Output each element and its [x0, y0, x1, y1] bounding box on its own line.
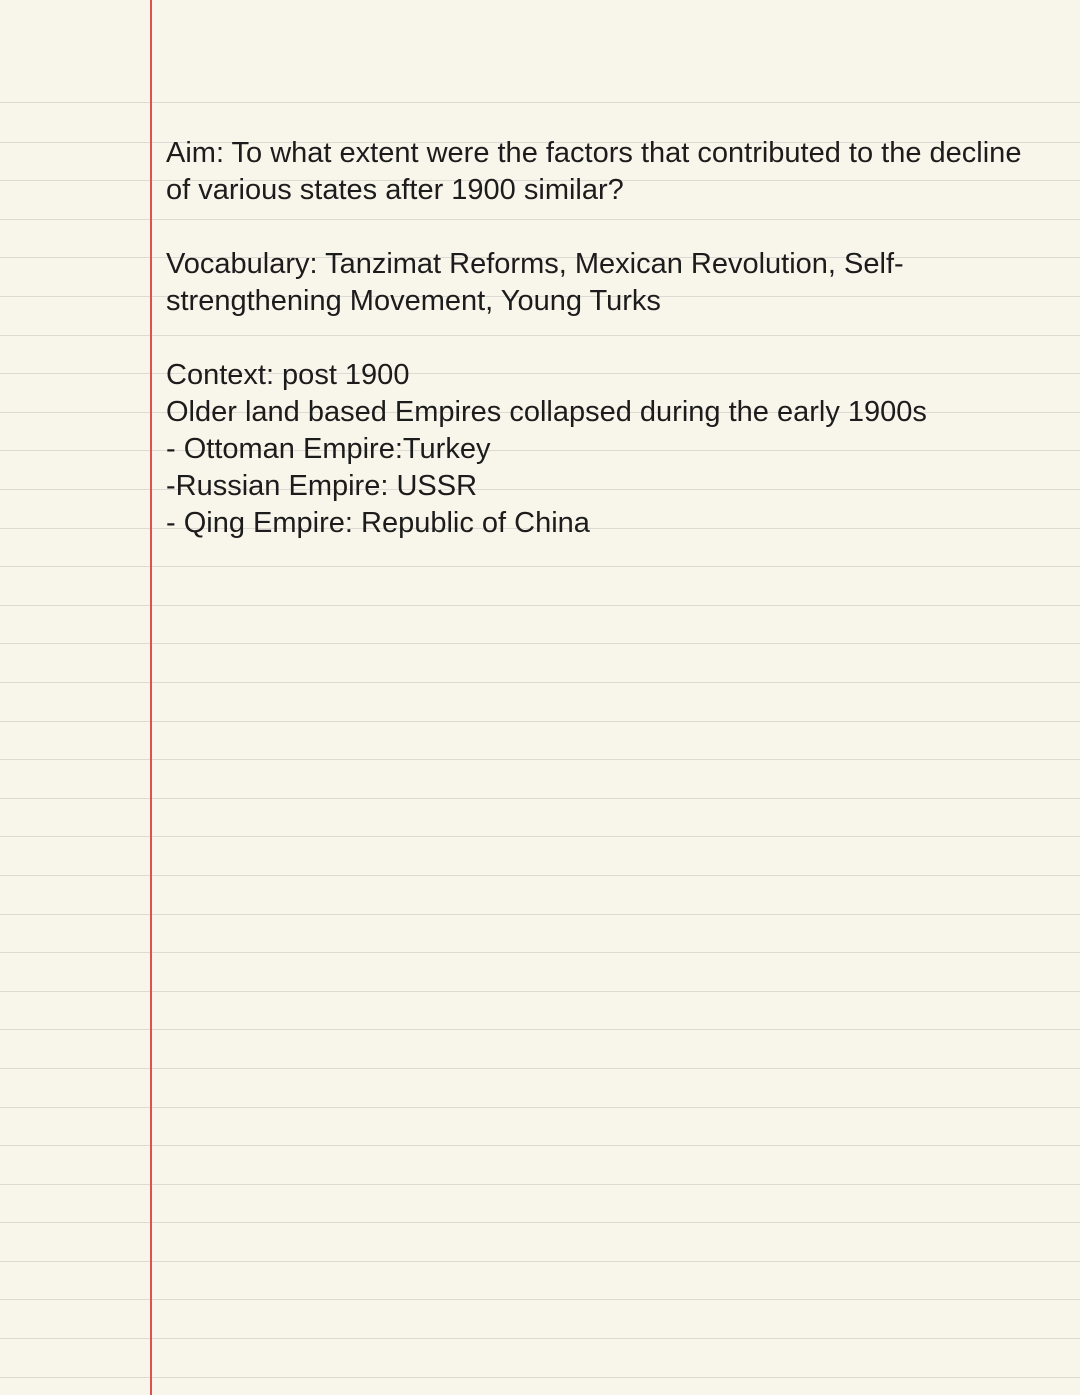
rule-line	[0, 914, 1080, 915]
rule-line	[0, 1145, 1080, 1146]
margin-line	[150, 0, 152, 1395]
rule-line	[0, 875, 1080, 876]
rule-line	[0, 605, 1080, 606]
rule-line	[0, 721, 1080, 722]
rule-line	[0, 1338, 1080, 1339]
context-heading: Context: post 1900	[166, 359, 410, 391]
rule-line	[0, 219, 1080, 220]
rule-line	[0, 1184, 1080, 1185]
context-item-qing: - Qing Empire: Republic of China	[166, 507, 590, 539]
context-item-russian: -Russian Empire: USSR	[166, 470, 478, 502]
rule-line	[0, 1068, 1080, 1069]
rule-line	[0, 952, 1080, 953]
context-item-ottoman: - Ottoman Empire:Turkey	[166, 433, 491, 465]
rule-line	[0, 335, 1080, 336]
rule-line	[0, 1261, 1080, 1262]
rule-line	[0, 759, 1080, 760]
rule-line	[0, 566, 1080, 567]
rule-line	[0, 798, 1080, 799]
rule-line	[0, 102, 1080, 103]
rule-line	[0, 643, 1080, 644]
vocabulary-text: Vocabulary: Tanzimat Reforms, Mexican Revolution, Self-strengthening Movement, Young Turks	[166, 248, 904, 317]
rule-line	[0, 1107, 1080, 1108]
rule-line	[0, 1222, 1080, 1223]
context-intro: Older land based Empires collapsed during the early 1900s	[166, 396, 927, 428]
rule-line	[0, 991, 1080, 992]
aim-text: Aim: To what extent were the factors that contributed to the decline of various states after 1900 similar?	[166, 137, 1030, 206]
rule-line	[0, 1377, 1080, 1378]
rule-line	[0, 682, 1080, 683]
rule-line	[0, 836, 1080, 837]
rule-line	[0, 1029, 1080, 1030]
rule-line	[0, 1299, 1080, 1300]
